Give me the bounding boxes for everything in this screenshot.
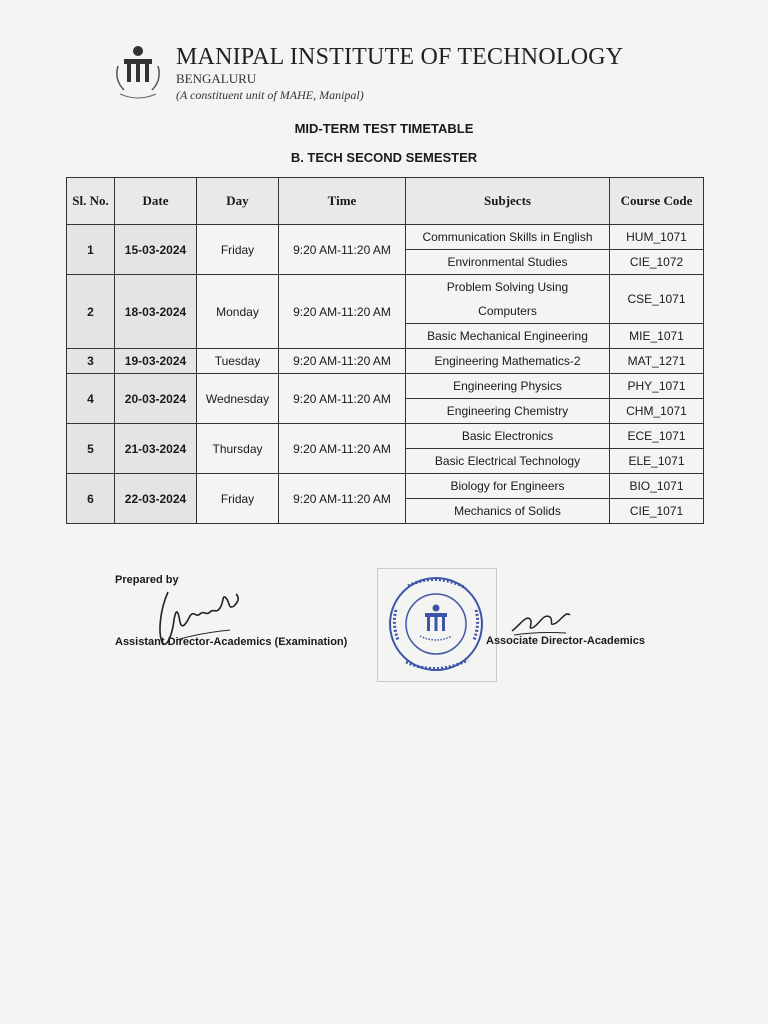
- document-title: MID-TERM TEST TIMETABLE: [294, 121, 474, 136]
- subject-name: Communication Skills in English: [406, 225, 610, 250]
- table-header-row: [67, 178, 704, 225]
- exam-date: 19-03-2024: [115, 349, 197, 374]
- exam-date: 15-03-2024: [115, 225, 197, 275]
- column-header: Time: [279, 178, 406, 225]
- course-code: CIE_1071: [610, 499, 704, 524]
- timetable: [66, 177, 704, 524]
- institution-name: MANIPAL INSTITUTE OF TECHNOLOGY: [176, 44, 624, 70]
- course-code: ELE_1071: [610, 449, 704, 474]
- exam-day: Thursday: [197, 424, 279, 474]
- course-code: CSE_1071: [610, 275, 704, 324]
- exam-time: 9:20 AM-11:20 AM: [279, 374, 406, 424]
- course-code: ECE_1071: [610, 424, 704, 449]
- course-code: HUM_1071: [610, 225, 704, 250]
- serial-number: 2: [67, 275, 115, 349]
- column-header: Course Code: [610, 178, 704, 225]
- exam-time: 9:20 AM-11:20 AM: [279, 424, 406, 474]
- course-code: CHM_1071: [610, 399, 704, 424]
- column-header: Day: [197, 178, 279, 225]
- institution-city: BENGALURU: [176, 71, 257, 86]
- semester-title: B. TECH SECOND SEMESTER: [290, 150, 478, 165]
- exam-time: 9:20 AM-11:20 AM: [279, 275, 406, 349]
- serial-number: 4: [67, 374, 115, 424]
- subject-name: Problem Solving Using Computers: [406, 275, 610, 324]
- exam-day: Friday: [197, 474, 279, 524]
- prepared-by-label: Prepared by: [115, 574, 179, 586]
- subject-name: Environmental Studies: [406, 250, 610, 275]
- institution-seal: [380, 570, 492, 678]
- serial-number: 5: [67, 424, 115, 474]
- exam-time: 9:20 AM-11:20 AM: [279, 474, 406, 524]
- institution-logo-icon: [110, 42, 166, 102]
- assistant-director-label: Assistant Director-Academics (Examination): [115, 636, 348, 648]
- course-code: MIE_1071: [610, 324, 704, 349]
- table-row: [67, 275, 704, 324]
- subject-name: Basic Electronics: [406, 424, 610, 449]
- table-row: [67, 374, 704, 399]
- exam-time: 9:20 AM-11:20 AM: [279, 349, 406, 374]
- course-code: PHY_1071: [610, 374, 704, 399]
- exam-day: Tuesday: [197, 349, 279, 374]
- exam-date: 20-03-2024: [115, 374, 197, 424]
- column-header: Subjects: [406, 178, 610, 225]
- associate-signature: [508, 605, 576, 639]
- subject-name: Engineering Physics: [406, 374, 610, 399]
- column-header: Sl. No.: [67, 178, 115, 225]
- exam-date: 18-03-2024: [115, 275, 197, 349]
- course-code: CIE_1072: [610, 250, 704, 275]
- table-row: [67, 424, 704, 449]
- course-code: BIO_1071: [610, 474, 704, 499]
- associate-director-label: Associate Director-Academics: [486, 635, 645, 647]
- subject-name: Engineering Mathematics-2: [406, 349, 610, 374]
- exam-day: Wednesday: [197, 374, 279, 424]
- exam-date: 22-03-2024: [115, 474, 197, 524]
- course-code: MAT_1271: [610, 349, 704, 374]
- serial-number: 6: [67, 474, 115, 524]
- exam-time: 9:20 AM-11:20 AM: [279, 225, 406, 275]
- institution-subtitle: (A constituent unit of MAHE, Manipal): [176, 88, 364, 102]
- serial-number: 1: [67, 225, 115, 275]
- subject-name: Basic Electrical Technology: [406, 449, 610, 474]
- table-row: [67, 225, 704, 250]
- exam-date: 21-03-2024: [115, 424, 197, 474]
- table-row: [67, 349, 704, 374]
- subject-name: Mechanics of Solids: [406, 499, 610, 524]
- table-row: [67, 474, 704, 499]
- serial-number: 3: [67, 349, 115, 374]
- column-header: Date: [115, 178, 197, 225]
- exam-day: Friday: [197, 225, 279, 275]
- subject-name: Basic Mechanical Engineering: [406, 324, 610, 349]
- subject-name: Biology for Engineers: [406, 474, 610, 499]
- subject-name: Engineering Chemistry: [406, 399, 610, 424]
- exam-day: Monday: [197, 275, 279, 349]
